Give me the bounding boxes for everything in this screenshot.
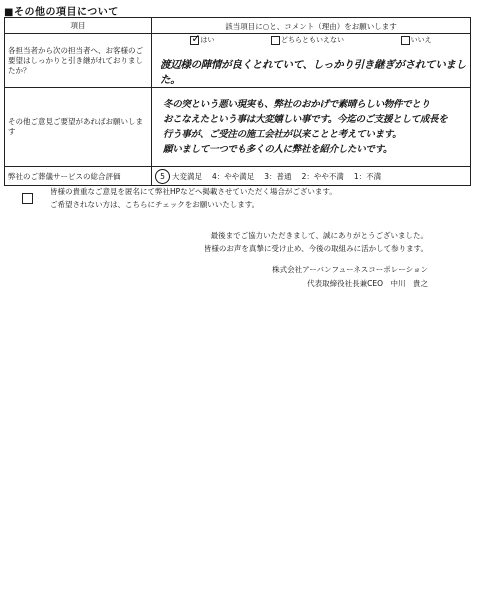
- question-handover: 各担当者から次の担当者へ、お客様のご要望はしっかりと引き継がれておりましたか？: [8, 45, 143, 75]
- rating-option-5[interactable]: 5 大変満足: [155, 169, 202, 184]
- thanks-line2: 皆様のお声を真摯に受け止め、今後の取組みに活かして参ります。: [203, 244, 428, 253]
- question-cell: [5, 34, 152, 88]
- rating-options: [155, 169, 467, 184]
- table-header-row: [5, 18, 471, 34]
- selected-circle: 5: [155, 169, 170, 184]
- company-name: 株式会社アーバンフューネスコーポレーション: [272, 265, 428, 274]
- question-row-opinion: [5, 88, 471, 167]
- answer-cell: [152, 31, 471, 88]
- check-mark-icon: ✓: [191, 31, 201, 45]
- question-row-rating: [5, 167, 471, 186]
- ceo-signature: 代表取締役社長兼CEO 中川 貴之: [307, 279, 428, 288]
- checkbox-neutral[interactable]: [271, 36, 280, 45]
- hp-optout-checkbox[interactable]: [22, 193, 33, 204]
- option-neutral[interactable]: どちらともいえない: [271, 35, 344, 45]
- rating-option-3[interactable]: 3：普通: [264, 171, 292, 181]
- question-row-handover: [5, 34, 471, 88]
- hp-notice-line2: ご希望されない方は、こちらにチェックをお願いいたします。: [50, 200, 260, 209]
- question-opinion: その他ご意見ご要望があればお願いします: [8, 117, 143, 136]
- handwritten-answer-opinion: 冬の突という悪い現実も、弊社のおかげで素晴らしい物件でとり おこなえたという事は大変嬉しい事です。今迄のご支援として成長を 行う事が、ご受注の施工会社が以来ことと考えています。 願いまして一つでも多くの人に弊社を紹介したいです。: [163, 99, 448, 155]
- rating-option-1[interactable]: 1：不満: [353, 171, 382, 181]
- rating-option-2[interactable]: 2：やや不満: [301, 171, 344, 181]
- header-item-label: 項目: [5, 18, 152, 34]
- thanks-line1: 最後までご協力いただきまして、誠にありがとうございました。: [210, 231, 428, 240]
- yes-no-options: [152, 31, 470, 45]
- option-yes[interactable]: ✓ はい: [191, 31, 215, 45]
- question-rating: 弊社のご葬儀サービスの総合評価: [8, 171, 121, 181]
- question-cell: [5, 88, 152, 167]
- question-cell: [5, 167, 152, 186]
- option-no[interactable]: いいえ: [401, 35, 432, 45]
- survey-table: [4, 17, 471, 186]
- handwritten-answer-handover: 渡辺様の陣情が良くとれていて、しっかり引き継ぎがされていました。: [160, 59, 466, 86]
- rating-option-4[interactable]: 4：やや満足: [212, 171, 255, 181]
- answer-cell: [152, 88, 471, 167]
- rating-cell: [152, 167, 471, 186]
- hp-notice-line1: 皆様の貴重なご意見を匿名にて弊社HPなどへ掲載させていただく場合がございます。: [50, 187, 337, 196]
- checkbox-yes[interactable]: [190, 31, 201, 45]
- checkbox-no[interactable]: [401, 36, 410, 45]
- instruction-text: 該当項目に○と、コメント（理由）をお願いします: [225, 21, 397, 31]
- section-title: ■その他の項目について: [4, 7, 119, 18]
